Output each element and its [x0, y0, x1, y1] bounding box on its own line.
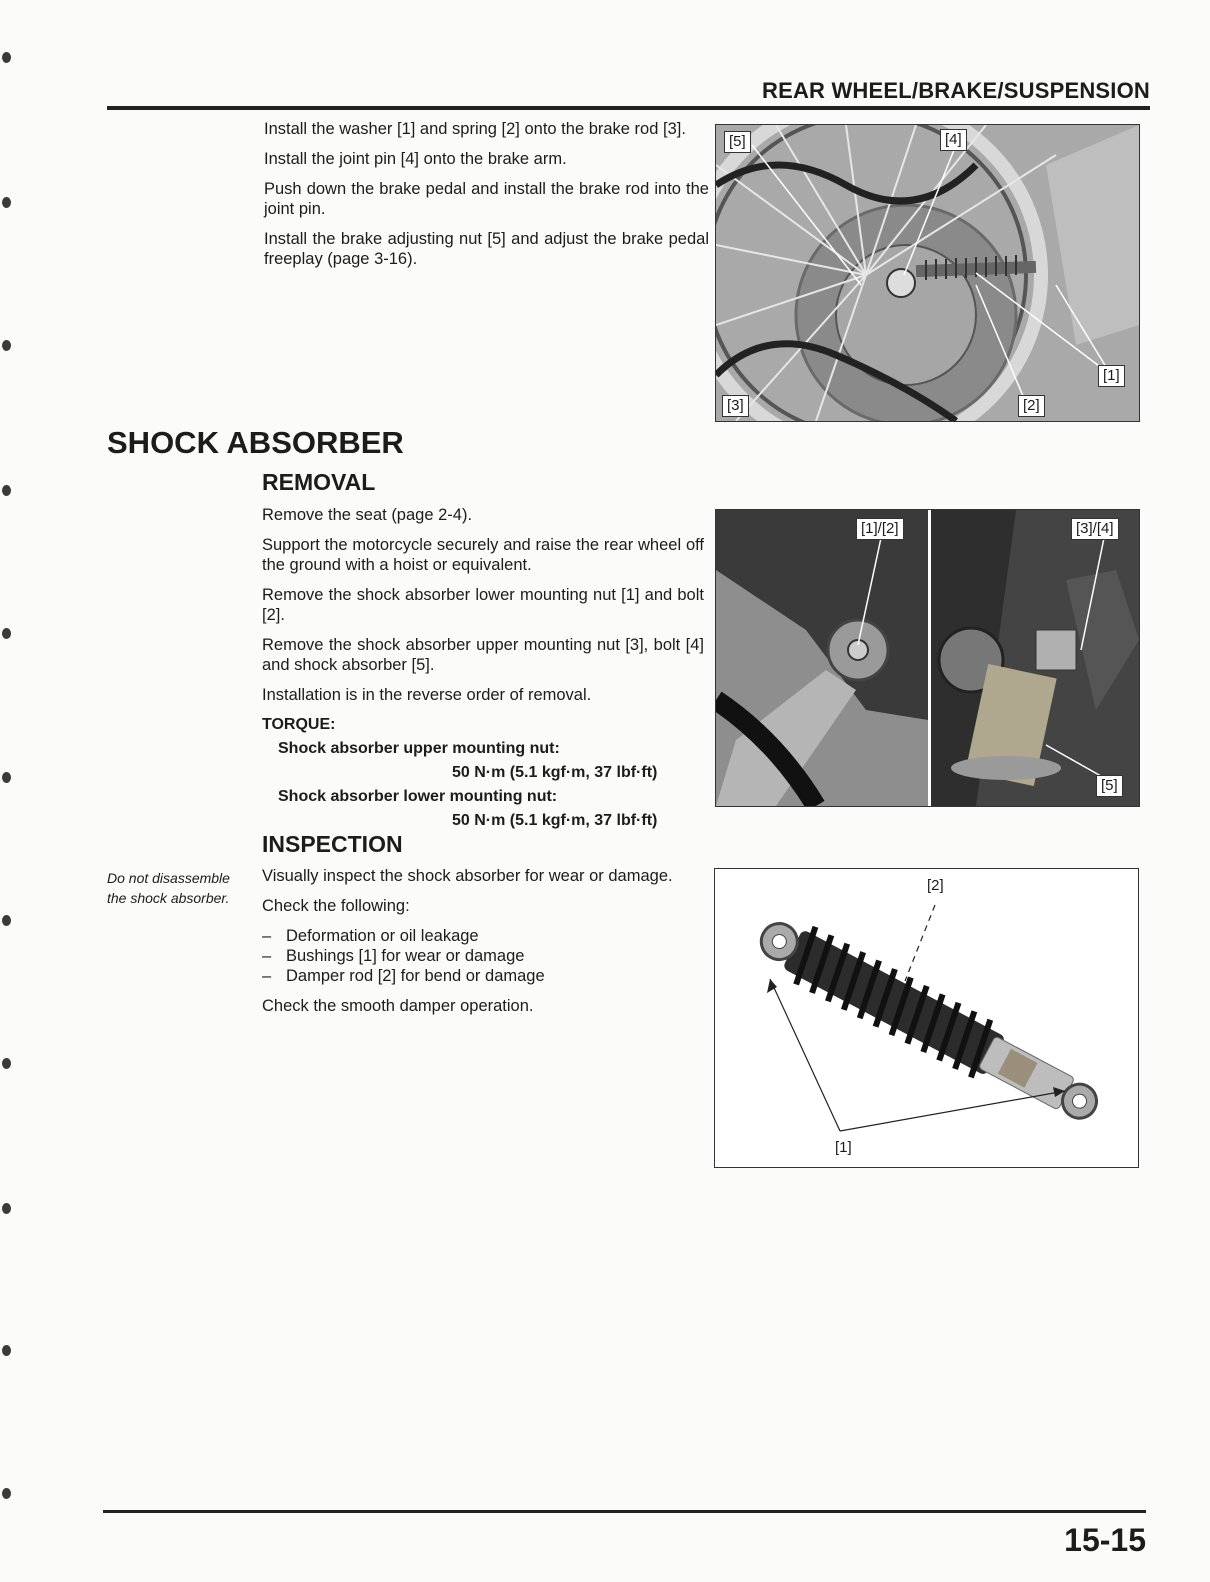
- callout-5: [5]: [724, 131, 751, 153]
- callout-1: [1]: [1098, 365, 1125, 387]
- inspection-heading: INSPECTION: [262, 831, 403, 857]
- binder-hole: [2, 628, 11, 639]
- callout-1: [1]: [835, 1139, 852, 1156]
- torque-value: 50 N·m (5.1 kgf·m, 37 lbf·ft): [452, 764, 658, 781]
- footer-rule: [103, 1510, 1146, 1513]
- callout-4: [4]: [940, 129, 967, 151]
- removal-step: Remove the seat (page 2-4).: [262, 506, 473, 524]
- torque-item: Shock absorber lower mounting nut:: [278, 788, 558, 805]
- intro-step: Push down the brake pedal and install the brake rod into the joint pin.: [264, 180, 709, 218]
- callout-2: [2]: [927, 877, 944, 894]
- section-title: SHOCK ABSORBER: [107, 425, 404, 460]
- intro-step: Install the joint pin [4] onto the brake arm.: [264, 150, 567, 168]
- intro-step: Install the washer [1] and spring [2] onto the brake rod [3].: [264, 120, 686, 138]
- binder-hole: [2, 1203, 11, 1214]
- binder-hole: [2, 485, 11, 496]
- inspection-steps: [262, 866, 704, 1026]
- callout-2: [2]: [1018, 395, 1045, 417]
- shock-figure: [714, 868, 1139, 1168]
- callout-5: [5]: [1096, 775, 1123, 797]
- binder-hole: [2, 915, 11, 926]
- removal-step: Remove the shock absorber lower mounting nut [1] and bolt [2].: [262, 586, 704, 624]
- binder-hole: [2, 340, 11, 351]
- removal-heading: REMOVAL: [262, 469, 376, 495]
- torque-value: 50 N·m (5.1 kgf·m, 37 lbf·ft): [452, 812, 658, 829]
- removal-step: Support the motorcycle securely and raise the rear wheel off the ground with a hoist or equivalent.: [262, 536, 704, 574]
- binder-hole: [2, 1488, 11, 1499]
- binder-hole: [2, 772, 11, 783]
- inspection-step: Check the following:: [262, 897, 410, 915]
- inspection-final: Check the smooth damper operation.: [262, 997, 534, 1015]
- side-note: Do not disassemble the shock absorber.: [107, 870, 230, 906]
- check-item: – Deformation or oil leakage: [262, 926, 704, 946]
- callout-3: [3]: [722, 395, 749, 417]
- intro-steps: [264, 119, 709, 279]
- page-number: 15-15: [1064, 1522, 1146, 1558]
- removal-step: Remove the shock absorber upper mounting nut [3], bolt [4] and shock absorber [5].: [262, 636, 704, 674]
- callout-1-2: [1]/[2]: [856, 518, 904, 540]
- torque-label: TORQUE:: [262, 716, 336, 733]
- binder-hole: [2, 197, 11, 208]
- intro-step: Install the brake adjusting nut [5] and adjust the brake pedal freeplay (page 3-16).: [264, 230, 709, 268]
- mounting-photo: [716, 510, 1139, 806]
- removal-steps: [262, 505, 704, 835]
- brake-rod-figure: [715, 124, 1140, 422]
- inspection-step: Visually inspect the shock absorber for wear or damage.: [262, 867, 673, 885]
- torque-item: Shock absorber upper mounting nut:: [278, 740, 560, 757]
- check-list: [262, 926, 704, 986]
- mounting-figure: [715, 509, 1140, 807]
- binder-hole: [2, 52, 11, 63]
- brake-rod-photo: [716, 125, 1139, 421]
- binder-hole: [2, 1058, 11, 1069]
- page-header-title: REAR WHEEL/BRAKE/SUSPENSION: [762, 78, 1150, 103]
- check-item: – Damper rod [2] for bend or damage: [262, 966, 704, 986]
- binder-hole: [2, 1345, 11, 1356]
- check-item: – Bushings [1] for wear or damage: [262, 946, 704, 966]
- callout-3-4: [3]/[4]: [1071, 518, 1119, 540]
- removal-step: Installation is in the reverse order of removal.: [262, 686, 592, 704]
- shock-absorber-drawing: [715, 869, 1138, 1167]
- header-rule: [107, 106, 1150, 110]
